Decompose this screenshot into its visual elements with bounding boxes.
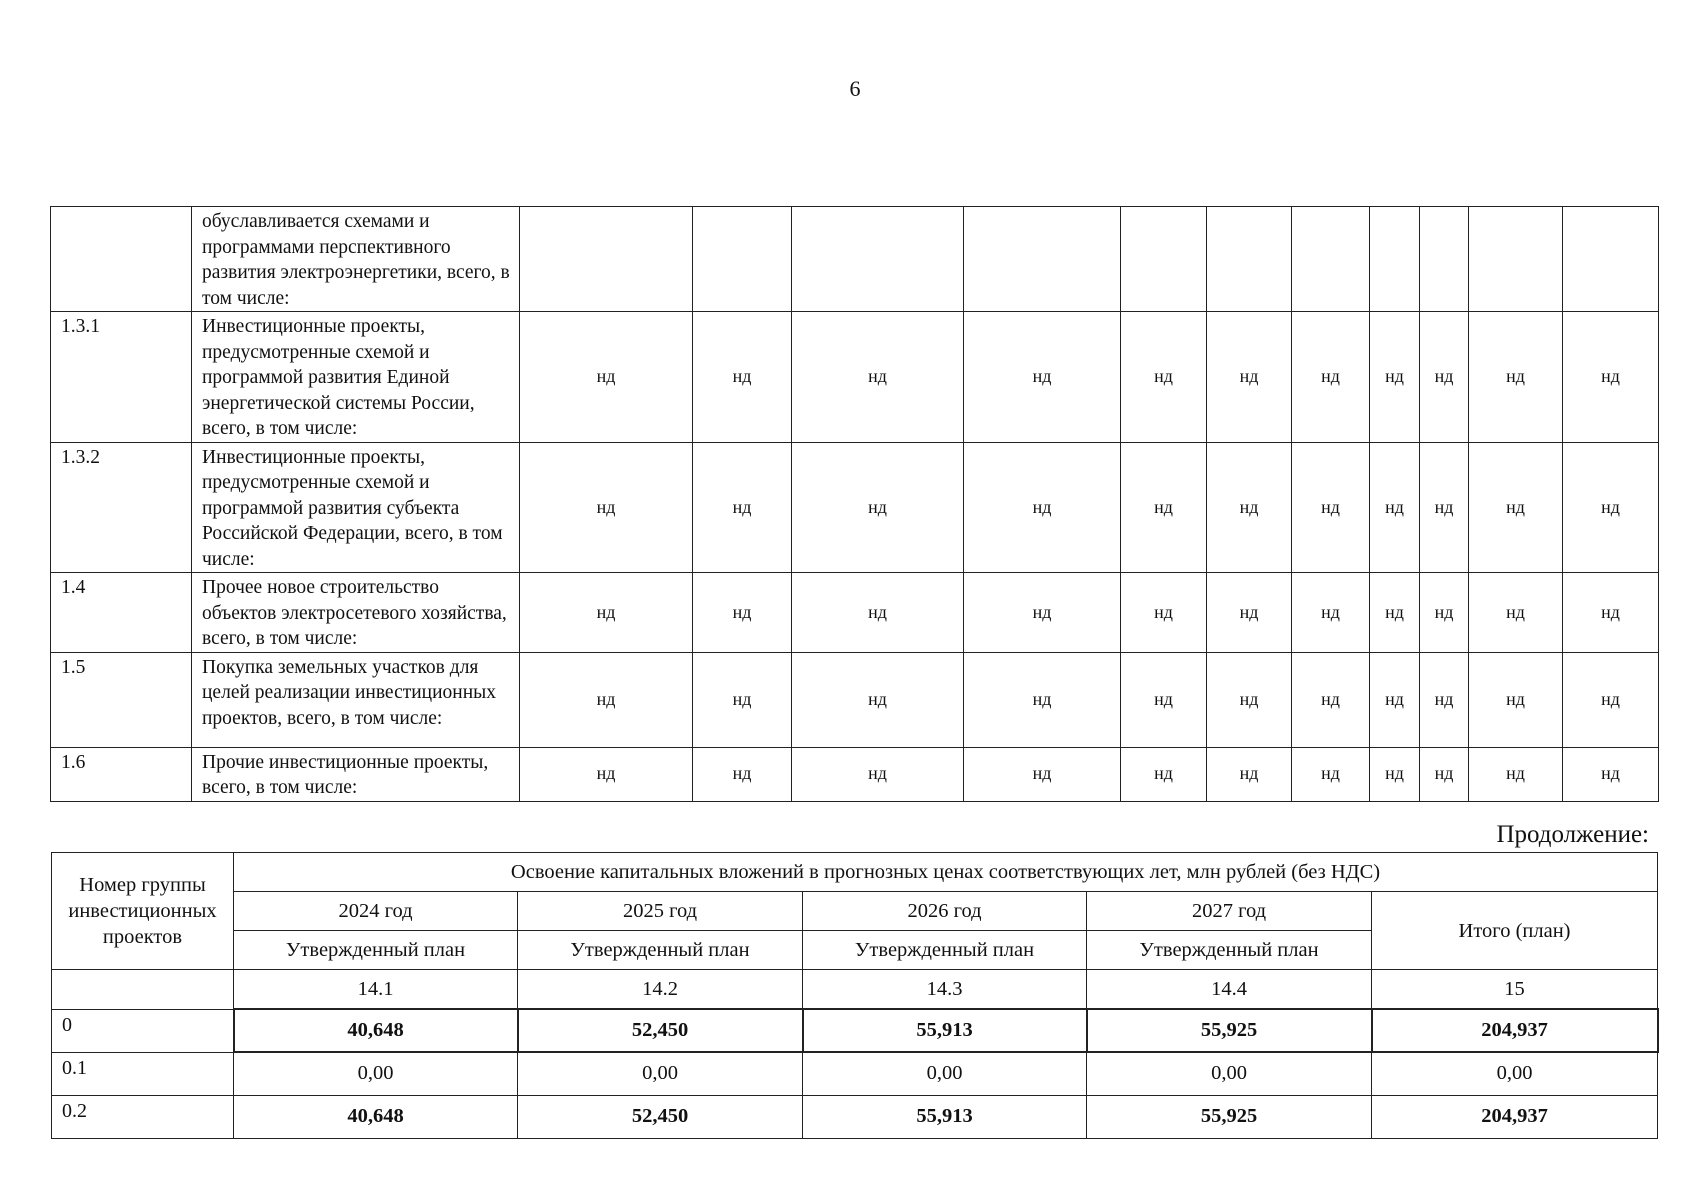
value-cell: нд xyxy=(1370,442,1420,573)
value-cell: нд xyxy=(1420,573,1469,653)
capital-investment-header: Освоение капитальных вложений в прогнозных ценах соответствующих лет, млн рублей (без НДС) xyxy=(234,853,1658,892)
table-row xyxy=(51,747,1659,801)
value-cell: 52,450 xyxy=(518,1095,803,1138)
value-cell: нд xyxy=(964,312,1121,443)
value-cell: нд xyxy=(792,573,964,653)
group-code: 0.2 xyxy=(52,1095,234,1138)
value-cell: нд xyxy=(1207,442,1292,573)
year-header-2026: 2026 год xyxy=(803,892,1087,931)
value-cell: нд xyxy=(1563,747,1659,801)
table-row xyxy=(51,573,1659,653)
value-cell: нд xyxy=(1292,652,1370,747)
continuation-label: Продолжение: xyxy=(1496,821,1649,848)
value-cell: нд xyxy=(1207,747,1292,801)
value-cell: нд xyxy=(1420,652,1469,747)
value-cell: нд xyxy=(1563,573,1659,653)
table-row xyxy=(51,312,1659,443)
value-cell: 55,913 xyxy=(803,1095,1087,1138)
total-cell: 0,00 xyxy=(1372,1052,1658,1095)
value-cell: нд xyxy=(693,442,792,573)
year-header-2024: 2024 год xyxy=(234,892,518,931)
value-cell: нд xyxy=(1207,312,1292,443)
investment-projects-table xyxy=(50,206,1659,802)
value-cell: нд xyxy=(964,747,1121,801)
value-cell: нд xyxy=(1563,652,1659,747)
value-cell: 0,00 xyxy=(1087,1052,1372,1095)
group-code: 0.1 xyxy=(52,1052,234,1095)
value-cell: нд xyxy=(1292,747,1370,801)
total-cell: 204,937 xyxy=(1372,1095,1658,1138)
row-number: 1.5 xyxy=(51,652,192,747)
value-cell xyxy=(1292,207,1370,312)
value-cell: нд xyxy=(1370,747,1420,801)
row-description: Покупка земельных участков для целей реализации инвестиционных проектов, всего, в том числе: xyxy=(192,652,520,747)
value-cell: нд xyxy=(1420,442,1469,573)
value-cell: нд xyxy=(520,573,693,653)
value-cell: нд xyxy=(964,442,1121,573)
page-number: 6 xyxy=(849,76,861,101)
value-cell: нд xyxy=(1469,442,1563,573)
value-cell xyxy=(792,207,964,312)
column-number: 15 xyxy=(1372,970,1658,1010)
value-cell: нд xyxy=(792,652,964,747)
value-cell: нд xyxy=(1420,312,1469,443)
row-number: 1.6 xyxy=(51,747,192,801)
row-number: 1.3.1 xyxy=(51,312,192,443)
group-number-header: Номер группы инвестиционных проектов xyxy=(52,853,234,970)
table-row xyxy=(51,207,1659,312)
value-cell: нд xyxy=(1563,312,1659,443)
row-description: Инвестиционные проекты, предусмотренные схемой и программой развития Единой энергетической системы России, всего, в том числе: xyxy=(192,312,520,443)
value-cell: нд xyxy=(792,747,964,801)
value-cell: нд xyxy=(1469,573,1563,653)
value-cell xyxy=(1370,207,1420,312)
value-cell: 55,913 xyxy=(803,1009,1087,1052)
value-cell xyxy=(1121,207,1207,312)
value-cell xyxy=(520,207,693,312)
capital-investment-table xyxy=(51,852,1659,1139)
value-cell: нд xyxy=(1292,312,1370,443)
value-cell: нд xyxy=(1292,573,1370,653)
value-cell: 55,925 xyxy=(1087,1095,1372,1138)
row-description: обуславливается схемами и программами перспективного развития электроэнергетики, всего, в том числе: xyxy=(192,207,520,312)
plan-header: Утвержденный план xyxy=(1087,931,1372,970)
value-cell: нд xyxy=(1563,442,1659,573)
value-cell xyxy=(693,207,792,312)
value-cell: 40,648 xyxy=(234,1095,518,1138)
value-cell: 55,925 xyxy=(1087,1009,1372,1052)
row-description: Инвестиционные проекты, предусмотренные схемой и программой развития субъекта Российской Федерации, всего, в том числе: xyxy=(192,442,520,573)
value-cell: 40,648 xyxy=(234,1009,518,1052)
value-cell: 0,00 xyxy=(234,1052,518,1095)
value-cell: нд xyxy=(520,442,693,573)
total-cell: 204,937 xyxy=(1372,1009,1658,1052)
value-cell: нд xyxy=(1469,747,1563,801)
row-number xyxy=(51,207,192,312)
value-cell: нд xyxy=(1420,747,1469,801)
group-code: 0 xyxy=(52,1009,234,1052)
table-row xyxy=(52,1095,1658,1138)
plan-header: Утвержденный план xyxy=(803,931,1087,970)
value-cell: нд xyxy=(1121,652,1207,747)
header-row-main xyxy=(52,853,1658,892)
table-row xyxy=(52,1052,1658,1095)
plan-header: Утвержденный план xyxy=(234,931,518,970)
column-number: 14.3 xyxy=(803,970,1087,1010)
value-cell: 0,00 xyxy=(803,1052,1087,1095)
value-cell: 52,450 xyxy=(518,1009,803,1052)
value-cell: нд xyxy=(1207,573,1292,653)
value-cell: нд xyxy=(1121,573,1207,653)
value-cell xyxy=(1563,207,1659,312)
year-header-2025: 2025 год xyxy=(518,892,803,931)
table-row xyxy=(51,442,1659,573)
value-cell: нд xyxy=(520,747,693,801)
value-cell: нд xyxy=(693,747,792,801)
value-cell: нд xyxy=(1469,652,1563,747)
capital-investment-table-body xyxy=(52,853,1658,1139)
total-plan-header: Итого (план) xyxy=(1372,892,1658,970)
row-number: 1.3.2 xyxy=(51,442,192,573)
value-cell xyxy=(1207,207,1292,312)
value-cell xyxy=(1469,207,1563,312)
investment-projects-table-body xyxy=(51,207,1659,802)
value-cell: нд xyxy=(520,652,693,747)
column-number-row xyxy=(52,970,1658,1010)
column-number: 14.1 xyxy=(234,970,518,1010)
value-cell: нд xyxy=(1121,442,1207,573)
value-cell: нд xyxy=(792,442,964,573)
value-cell: нд xyxy=(1370,652,1420,747)
value-cell: нд xyxy=(1121,312,1207,443)
value-cell: нд xyxy=(1121,747,1207,801)
table-row xyxy=(51,652,1659,747)
header-row-years xyxy=(52,892,1658,931)
value-cell xyxy=(964,207,1121,312)
value-cell: нд xyxy=(693,312,792,443)
value-cell: нд xyxy=(1292,442,1370,573)
value-cell: 0,00 xyxy=(518,1052,803,1095)
row-description: Прочие инвестиционные проекты, всего, в том числе: xyxy=(192,747,520,801)
value-cell xyxy=(1420,207,1469,312)
year-header-2027: 2027 год xyxy=(1087,892,1372,931)
column-number-blank xyxy=(52,970,234,1010)
row-number: 1.4 xyxy=(51,573,192,653)
value-cell: нд xyxy=(1370,312,1420,443)
value-cell: нд xyxy=(1207,652,1292,747)
column-number: 14.2 xyxy=(518,970,803,1010)
value-cell: нд xyxy=(1469,312,1563,443)
value-cell: нд xyxy=(964,652,1121,747)
value-cell: нд xyxy=(792,312,964,443)
value-cell: нд xyxy=(693,573,792,653)
table-row xyxy=(52,1009,1658,1052)
value-cell: нд xyxy=(520,312,693,443)
value-cell: нд xyxy=(964,573,1121,653)
plan-header: Утвержденный план xyxy=(518,931,803,970)
row-description: Прочее новое строительство объектов электросетевого хозяйства, всего, в том числе: xyxy=(192,573,520,653)
column-number: 14.4 xyxy=(1087,970,1372,1010)
value-cell: нд xyxy=(1370,573,1420,653)
value-cell: нд xyxy=(693,652,792,747)
